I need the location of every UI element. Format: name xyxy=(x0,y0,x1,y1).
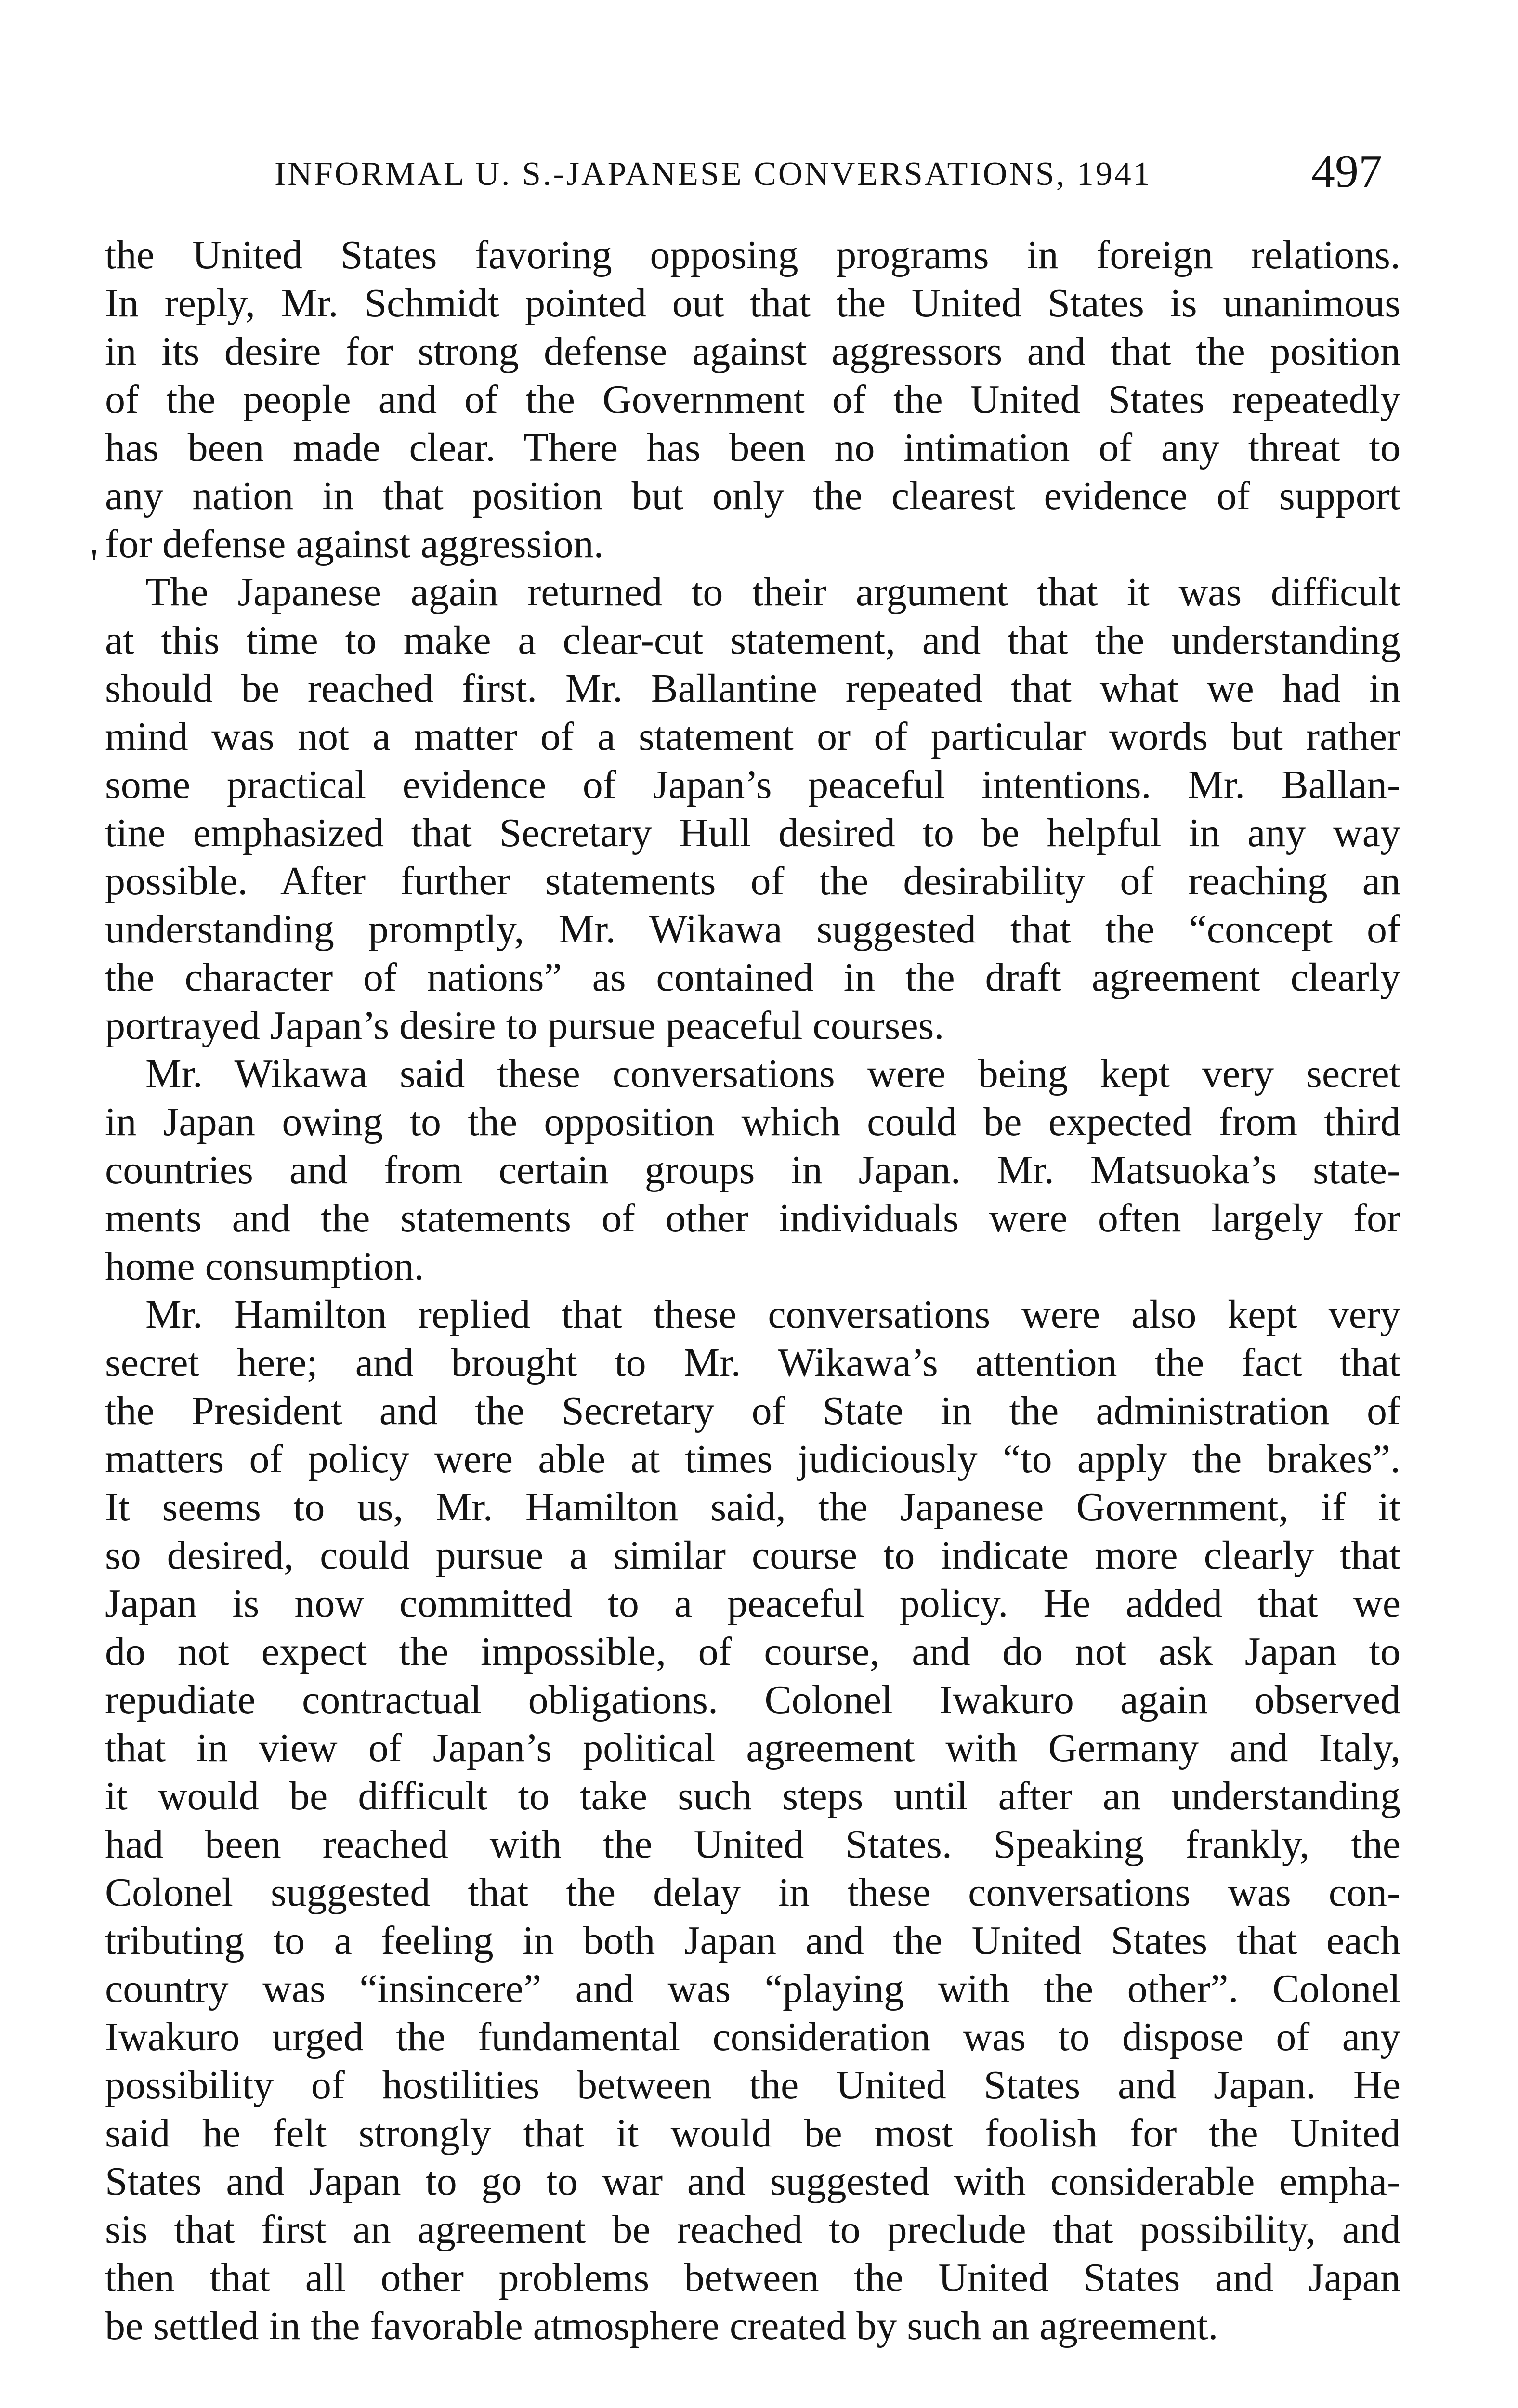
text-line: secret here; and brought to Mr. Wikawa’s attention the fact that xyxy=(105,1340,1400,1385)
text-line: any nation in that position but only the clearest evidence of support xyxy=(105,473,1400,518)
text-line: the President and the Secretary of State in the administration of xyxy=(105,1388,1400,1433)
margin-mark: ' xyxy=(91,541,98,586)
text-line: In reply, Mr. Schmidt pointed out that the United States is unanimous xyxy=(105,281,1400,326)
text-line: Colonel suggested that the delay in these conversations was con- xyxy=(105,1870,1400,1915)
text-line: should be reached first. Mr. Ballantine repeated that what we had in xyxy=(105,666,1400,711)
text-line: has been made clear. There has been no intimation of any threat to xyxy=(105,425,1400,470)
text-line: tributing to a feeling in both Japan and the United States that each xyxy=(105,1918,1400,1963)
text-line: understanding promptly, Mr. Wikawa suggested that the “concept of xyxy=(105,907,1400,952)
text-line: Iwakuro urged the fundamental consideration was to dispose of any xyxy=(105,2015,1400,2059)
text-line: said he felt strongly that it would be most foolish for the United xyxy=(105,2111,1400,2156)
text-line: of the people and of the Government of the United States repeatedly xyxy=(105,377,1400,422)
text-line: then that all other problems between the United States and Japan xyxy=(105,2255,1400,2300)
text-line: possible. After further statements of the desirability of reaching an xyxy=(105,859,1400,903)
text-line: ments and the statements of other individuals were often largely for xyxy=(105,1196,1400,1241)
text-line: tine emphasized that Secretary Hull desired to be helpful in any way xyxy=(105,811,1400,855)
paragraph-first-line: The Japanese again returned to their argument that it was difficult xyxy=(145,570,1400,615)
text-line: some practical evidence of Japan’s peaceful intentions. Mr. Ballan- xyxy=(105,762,1400,807)
text-line: at this time to make a clear-cut statement, and that the understanding xyxy=(105,618,1400,663)
text-line: Japan is now committed to a peaceful policy. He added that we xyxy=(105,1581,1400,1626)
text-line: in Japan owing to the opposition which could be expected from third xyxy=(105,1099,1400,1144)
page-number: 497 xyxy=(1311,145,1382,197)
text-line: countries and from certain groups in Japan. Mr. Matsuoka’s state- xyxy=(105,1148,1400,1192)
text-line: be settled in the favorable atmosphere created by such an agreement. xyxy=(105,2303,1218,2348)
text-line: It seems to us, Mr. Hamilton said, the Japanese Government, if it xyxy=(105,1485,1400,1530)
text-line: repudiate contractual obligations. Colonel Iwakuro again observed xyxy=(105,1677,1400,1722)
page-header xyxy=(275,144,1382,202)
text-line: portrayed Japan’s desire to pursue peaceful courses. xyxy=(105,1003,944,1048)
text-line: sis that first an agreement be reached to preclude that possibility, and xyxy=(105,2207,1400,2252)
text-line: possibility of hostilities between the United States and Japan. He xyxy=(105,2063,1400,2107)
text-line: the United States favoring opposing programs in foreign relations. xyxy=(105,233,1400,277)
text-line: in its desire for strong defense against aggressors and that the position xyxy=(105,329,1400,374)
text-line: matters of policy were able at times judiciously “to apply the brakes”. xyxy=(105,1437,1400,1481)
text-line: home consumption. xyxy=(105,1244,424,1289)
text-line: it would be difficult to take such steps until after an understanding xyxy=(105,1774,1400,1819)
text-line: country was “insincere” and was “playing with the other”. Colonel xyxy=(105,1966,1400,2011)
text-line: so desired, could pursue a similar course to indicate more clearly that xyxy=(105,1533,1400,1578)
text-line: do not expect the impossible, of course, and do not ask Japan to xyxy=(105,1629,1400,1674)
body-text xyxy=(105,231,1400,2374)
text-line: States and Japan to go to war and suggested with considerable empha- xyxy=(105,2159,1400,2204)
running-title: INFORMAL U. S.-JAPANESE CONVERSATIONS, 1941 xyxy=(275,156,1152,193)
text-line: the character of nations” as contained in the draft agreement clearly xyxy=(105,955,1400,1000)
text-line: had been reached with the United States. Speaking frankly, the xyxy=(105,1822,1400,1867)
paragraph-first-line: Mr. Hamilton replied that these conversations were also kept very xyxy=(145,1292,1400,1337)
paragraph-first-line: Mr. Wikawa said these conversations were being kept very secret xyxy=(145,1051,1400,1096)
text-line: mind was not a matter of a statement or of particular words but rather xyxy=(105,714,1400,759)
text-line: for defense against aggression. xyxy=(105,522,604,566)
text-line: that in view of Japan’s political agreement with Germany and Italy, xyxy=(105,1726,1400,1770)
